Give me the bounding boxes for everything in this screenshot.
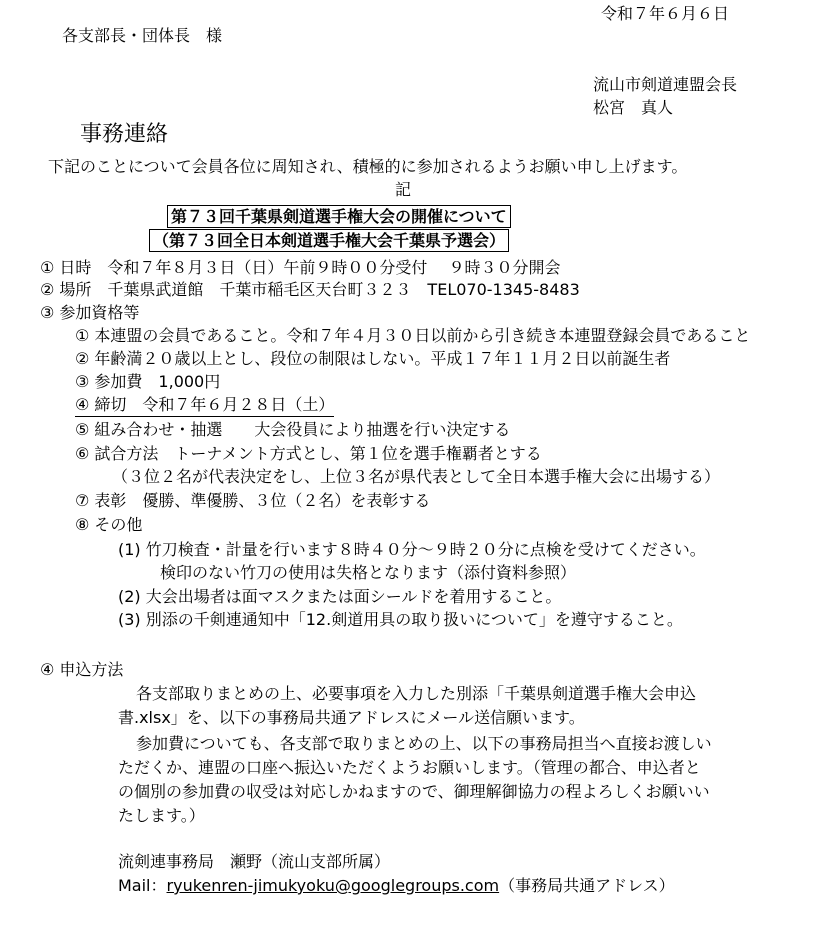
mail-address-link[interactable]: ryukenren-jimukyoku@googlegroups.com [166,876,500,895]
application-para: たします。） [118,806,205,825]
contact-name: 流剣連事務局 瀬野（流山支部所属） [118,852,391,871]
application-para: 参加費についても、各支部で取りまとめの上、以下の事務局担当へ直接お渡しい [136,734,712,753]
application-para: の個別の参加費の収受は対応しかねますので、御理解御協力の程よろしくお願いい [118,782,710,801]
ki-label: 記 [395,180,412,199]
application-para: 各支部取りまとめの上、必要事項を入力した別添「千葉県剣道選手権大会申込 [136,684,697,703]
eligibility-item: ⑥ 試合方法 トーナメント方式とし、第１位を選手権覇者とする [75,444,542,463]
eligibility-item: ⑤ 組み合わせ・抽選 大会役員により抽選を行い決定する [75,420,511,439]
eligibility-item: ⑧ その他 [75,515,143,534]
mail-line [118,874,675,898]
eligibility-item: ⑦ 表彰 優勝、準優勝、３位（２名）を表彰する [75,491,431,510]
other-item-note: 検印のない竹刀の使用は失格となります（添付資料参照） [160,563,577,582]
event-title-2: （第７３回全日本剣道選手権大会千葉県予選会） [149,229,509,252]
application-para: 書.xlsx」を、以下の事務局共通アドレスにメール送信願います。 [118,708,585,727]
section-application-heading: ④ 申込方法 [40,660,124,679]
eligibility-item: ③ 参加費 1,000円 [75,372,221,391]
intro-text: 下記のことについて会員各位に周知され、積極的に参加されるようお願い申し上げます。 [48,157,688,176]
eligibility-item: ② 年齢満２０歳以上とし、段位の制限はしない。平成１７年１１月２日以前誕生者 [75,349,671,368]
eligibility-item-note: （３位２名が代表決定をし、上位３名が県代表として全日本選手権大会に出場する） [112,467,721,486]
other-item: (2) 大会出場者は面マスクまたは面シールドを着用すること。 [118,587,562,606]
sender-org: 流山市剣道連盟会長 [593,75,738,94]
mail-note: （事務局共通アドレス） [499,876,675,895]
event-title-1: 第７３回千葉県剣道選手権大会の開催について [167,205,511,228]
application-para: ただくか、連盟の口座へ振込いただくようお願いします。（管理の都合、申込者と [118,758,701,777]
page-title: 事務連絡 [80,122,169,147]
recipient: 各支部長・団体長 様 [62,26,223,45]
other-item: (1) 竹刀検査・計量を行います８時４０分～９時２０分に点検を受けてください。 [118,540,706,559]
section-datetime: ① 日時 令和７年８月３日（日）午前９時００分受付 ９時３０分開会 [40,258,561,277]
date: 令和７年６月６日 [601,4,730,23]
other-item: (3) 別添の千剣連通知中「12.剣道用具の取り扱いについて」を遵守すること。 [118,610,683,629]
sender-name: 松宮 真人 [593,98,674,117]
eligibility-item-deadline: ④ 締切 令和７年６月２８日（土） [75,394,334,417]
section-venue: ② 場所 千葉県武道館 千葉市稲毛区天台町３２３ TEL070-1345-8483 [40,280,580,299]
mail-label: Mail： [118,876,167,895]
eligibility-item: ① 本連盟の会員であること。令和７年４月３０日以前から引き続き本連盟登録会員であること [75,326,751,345]
section-eligibility-heading: ③ 参加資格等 [40,303,140,322]
